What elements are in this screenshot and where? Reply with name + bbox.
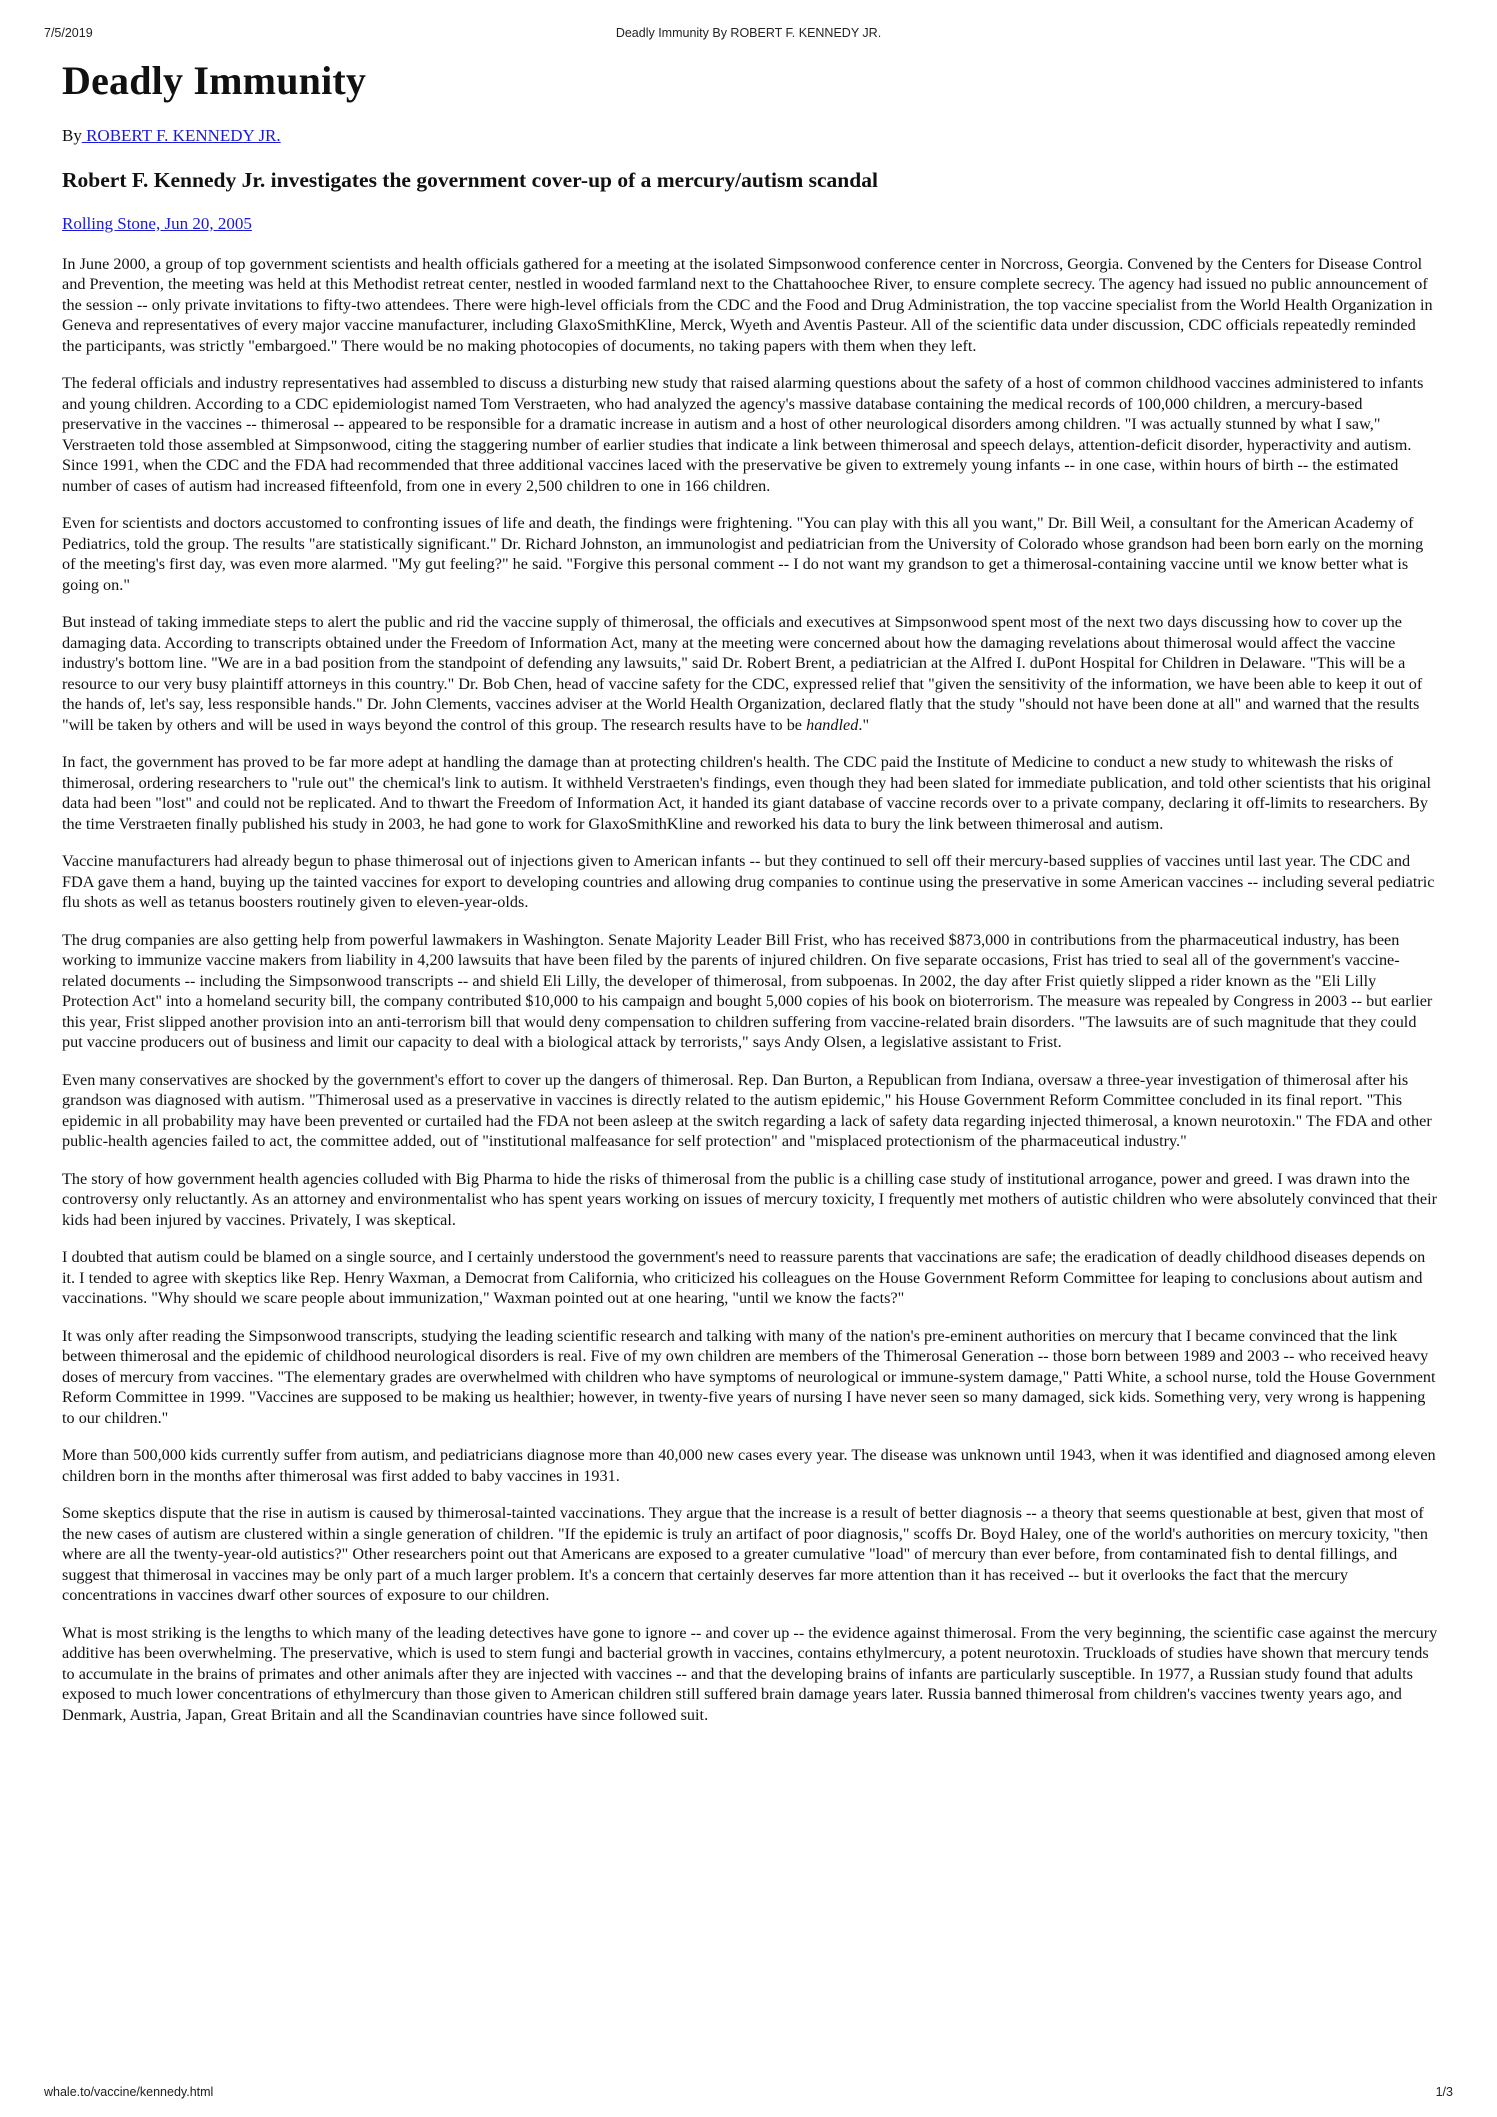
body-paragraph: Vaccine manufacturers had already begun to phase thimerosal out of injections given to American infants -- but they continued to sell off their mercury-based supplies of vaccines until last year. The CDC and FDA gave them a hand, buying up the tainted vaccines for export to developing countries and allowing drug companies to continue using the preservative in some American vaccines -- including several pediatric flu shots as well as tetanus boosters routinely given to eleven-year-olds. <box>62 852 1435 912</box>
print-date: 7/5/2019 <box>44 26 93 40</box>
emphasized-word: handled <box>806 715 859 734</box>
body-paragraph-tail: ." <box>858 715 870 734</box>
body-paragraph: The drug companies are also getting help from powerful lawmakers in Washington. Senate Majority Leader Bill Frist, who has received $873,000 in contributions from the pharmaceutical industry, has been working to immunize vaccine makers from liability in 4,200 lawsuits that have been filed by the parents of injured children. On five separate occasions, Frist has tried to seal all of the government's vaccine-related documents -- including the Simpsonwood transcripts -- and shield Eli Lilly, the developer of thimerosal, from subpoenas. In 2002, the day after Frist quietly slipped a rider known as the "Eli Lilly Protection Act" into a homeland security bill, the company contributed $10,000 to his campaign and bought 5,000 copies of his book on bioterrorism. The measure was repealed by Congress in 2003 -- but earlier this year, Frist slipped another provision into an anti-terrorism bill that would deny compensation to children suffering from vaccine-related brain disorders. "The lawsuits are of such magnitude that they could put vaccine producers out of business and limit our capacity to deal with a biological attack by terrorists," says Andy Olsen, a legislative assistant to Frist. <box>62 930 1433 1052</box>
print-url: whale.to/vaccine/kennedy.html <box>44 2085 214 2099</box>
body-paragraph: I doubted that autism could be blamed on a single source, and I certainly understood the government's need to reassure parents that vaccinations are safe; the eradication of deadly childhood diseases depends on it. I tended to agree with skeptics like Rep. Henry Waxman, a Democrat from California, who criticized his colleagues on the House Government Reform Committee for leaping to conclusions about autism and vaccinations. "Why should we scare people about immunization," Waxman pointed out at one hearing, "until we know the facts?" <box>62 1248 1426 1308</box>
print-header <box>44 26 1453 42</box>
body-paragraph: The federal officials and industry representatives had assembled to discuss a disturbing new study that raised alarming questions about the safety of a host of common childhood vaccines administered to infants and young children. According to a CDC epidemiologist named Tom Verstraeten, who had analyzed the agency's massive database containing the medical records of 100,000 children, a mercury-based preservative in the vaccines -- thimerosal -- appeared to be responsible for a dramatic increase in autism and a host of other neurological disorders among children. "I was actually stunned by what I saw," Verstraeten told those assembled at Simpsonwood, citing the staggering number of earlier studies that indicate a link between thimerosal and speech delays, attention-deficit disorder, hyperactivity and autism. Since 1991, when the CDC and the FDA had recommended that three additional vaccines laced with the preservative be given to extremely young infants -- in one case, within hours of birth -- the estimated number of cases of autism had increased fifteenfold, from one in every 2,500 children to one in 166 children. <box>62 374 1424 495</box>
body-paragraph: In fact, the government has proved to be far more adept at handling the damage than at protecting children's health. The CDC paid the Institute of Medicine to conduct a new study to whitewash the risks of thimerosal, ordering researchers to "rule out" the chemical's link to autism. It withheld Verstraeten's findings, even though they had been slated for immediate publication, and told other scientists that his original data had been "lost" and could not be replicated. And to thwart the Freedom of Information Act, it handed its giant database of vaccine records over to a private company, declaring it off-limits to researchers. By the time Verstraeten finally published his study in 2003, he had gone to work for GlaxoSmithKline and reworked his data to bury the link between thimerosal and autism. <box>62 753 1432 833</box>
source-link[interactable]: Rolling Stone, Jun 20, 2005 <box>62 213 252 233</box>
body-paragraph: In June 2000, a group of top government scientists and health officials gathered for a meeting at the isolated Simpsonwood conference center in Norcross, Georgia. Convened by the Centers for Disease Control and Prevention, the meeting was held at this Methodist retreat center, nestled in wooded farmland next to the Chattahoochee River, to ensure complete secrecy. The agency had issued no public announcement of the session -- only private invitations to fifty-two attendees. There were high-level officials from the CDC and the Food and Drug Administration, the top vaccine specialist from the World Health Organization in Geneva and representatives of every major vaccine manufacturer, including GlaxoSmithKline, Merck, Wyeth and Aventis Pasteur. All of the scientific data under discussion, CDC officials repeatedly reminded the participants, was strictly "embargoed." There would be no making photocopies of documents, no taking papers with them when they left. <box>62 254 1433 355</box>
byline-prefix: By <box>62 126 82 145</box>
body-paragraph <box>62 612 1438 735</box>
article-title: Deadly Immunity <box>62 58 367 103</box>
body-paragraph: More than 500,000 kids currently suffer from autism, and pediatricians diagnose more than 40,000 new cases every year. The disease was unknown until 1943, when it was identified and diagnosed among eleven children born in the months after thimerosal was first added to baby vaccines in 1931. <box>62 1446 1436 1485</box>
article-body <box>62 254 1438 1726</box>
article <box>62 58 1438 1742</box>
body-paragraph: The story of how government health agencies colluded with Big Pharma to hide the risks of thimerosal from the public is a chilling case study of institutional arrogance, power and greed. I was drawn into the controversy only reluctantly. As an attorney and environmentalist who has spent years working on issues of mercury toxicity, I frequently met mothers of autistic children who were absolutely convinced that their kids had been injured by vaccines. Privately, I was skeptical. <box>62 1169 1437 1229</box>
body-paragraph: Some skeptics dispute that the rise in autism is caused by thimerosal-tainted vaccinations. They argue that the increase is a result of better diagnosis -- a theory that seems questionable at best, given that most of the new cases of autism are clustered within a single generation of children. "If the epidemic is truly an artifact of poor diagnosis," scoffs Dr. Boyd Haley, one of the world's authorities on mercury toxicity, "then where are all the twenty-year-old autistics?" Other researchers point out that Americans are exposed to a greater cumulative "load" of mercury than ever before, from contaminated fish to dental fillings, and suggest that thimerosal in vaccines may be only part of a much larger problem. It's a concern that certainly deserves far more attention than it has received -- but it overlooks the fact that the mercury concentrations in vaccines dwarf other sources of exposure to our children. <box>62 1504 1429 1605</box>
body-paragraph: It was only after reading the Simpsonwood transcripts, studying the leading scientific research and talking with many of the nation's pre-eminent authorities on mercury that I became convinced that the link between thimerosal and the epidemic of childhood neurological disorders is real. Five of my own children are members of the Thimerosal Generation -- those born between 1989 and 2003 -- who received heavy doses of mercury from vaccines. "The elementary grades are overwhelmed with children who have symptoms of neurological or immune-system damage," Patti White, a school nurse, told the House Government Reform Committee in 1999. "Vaccines are supposed to be making us healthier; however, in twenty-five years of nursing I have never seen so many damaged, sick kids. Something very, very wrong is happening to our children." <box>62 1326 1436 1427</box>
author-link[interactable]: ROBERT F. KENNEDY JR. <box>81 126 281 145</box>
page-number: 1/3 <box>1435 2085 1453 2099</box>
source-line <box>62 214 1438 234</box>
print-document-title: Deadly Immunity By ROBERT F. KENNEDY JR. <box>615 26 882 40</box>
print-footer <box>44 2085 1453 2101</box>
article-subtitle: Robert F. Kennedy Jr. investigates the government cover-up of a mercury/autism scandal <box>62 168 878 192</box>
body-paragraph: Even many conservatives are shocked by the government's effort to cover up the dangers of thimerosal. Rep. Dan Burton, a Republican from Indiana, oversaw a three-year investigation of thimerosal after his grandson was diagnosed with autism. "Thimerosal used as a preservative in vaccines is directly related to the autism epidemic," his House Government Reform Committee concluded in its final report. "This epidemic in all probability may have been prevented or curtailed had the FDA not been asleep at the switch regarding a lack of safety data regarding injected thimerosal, a known neurotoxin." The FDA and other public-health agencies failed to act, the committee added, out of "institutional malfeasance for self protection" and "misplaced protectionism of the pharmaceutical industry." <box>62 1070 1432 1151</box>
body-paragraph-text: But instead of taking immediate steps to alert the public and rid the vaccine supply of thimerosal, the officials and executives at Simpsonwood spent most of the next two days discussing how to cover up the damaging data. According to transcripts obtained under the Freedom of Information Act, many at the meeting were concerned about how the damaging revelations about thimerosal would affect the vaccine industry's bottom line. "We are in a bad position from the standpoint of defending any lawsuits," said Dr. Robert Brent, a pediatrician at the Alfred I. duPont Hospital for Children in Delaware. "This will be a resource to our very busy plaintiff attorneys in this country." Dr. Bob Chen, head of vaccine safety for the CDC, expressed relief that "given the sensitivity of the information, we have been able to keep it out of the hands of, let's say, less responsible hands." Dr. John Clements, vaccines adviser at the World Health Organization, declared flatly that the study "should not have been done at all" and warned that the results "will be taken by others and will be used in ways beyond the control of this group. The research results have to be <box>62 613 1423 734</box>
body-paragraph: Even for scientists and doctors accustomed to confronting issues of life and death, the findings were frightening. "You can play with this all you want," Dr. Bill Weil, a consultant for the American Academy of Pediatrics, told the group. The results "are statistically significant." Dr. Richard Johnston, an immunologist and pediatrician from the University of Colorado whose grandson had been born early on the morning of the meeting's first day, was even more alarmed. "My gut feeling?" he said. "Forgive this personal comment -- I do not want my grandson to get a thimerosal-containing vaccine until we know better what is going on." <box>62 514 1424 594</box>
body-paragraph: What is most striking is the lengths to which many of the leading detectives have gone to ignore -- and cover up -- the evidence against thimerosal. From the very beginning, the scientific case against the mercury additive has been overwhelming. The preservative, which is used to stem fungi and bacterial growth in vaccines, contains ethylmercury, a potent neurotoxin. Truckloads of studies have shown that mercury tends to accumulate in the brains of primates and other animals after they are injected with vaccines -- and that the developing brains of infants are particularly susceptible. In 1977, a Russian study found that adults exposed to much lower concentrations of ethylmercury than those given to American children still suffered brain damage years later. Russia banned thimerosal from children's vaccines twenty years ago, and Denmark, Austria, Japan, Great Britain and all the Scandinavian countries have since followed suit. <box>62 1623 1438 1724</box>
byline <box>62 126 1438 146</box>
